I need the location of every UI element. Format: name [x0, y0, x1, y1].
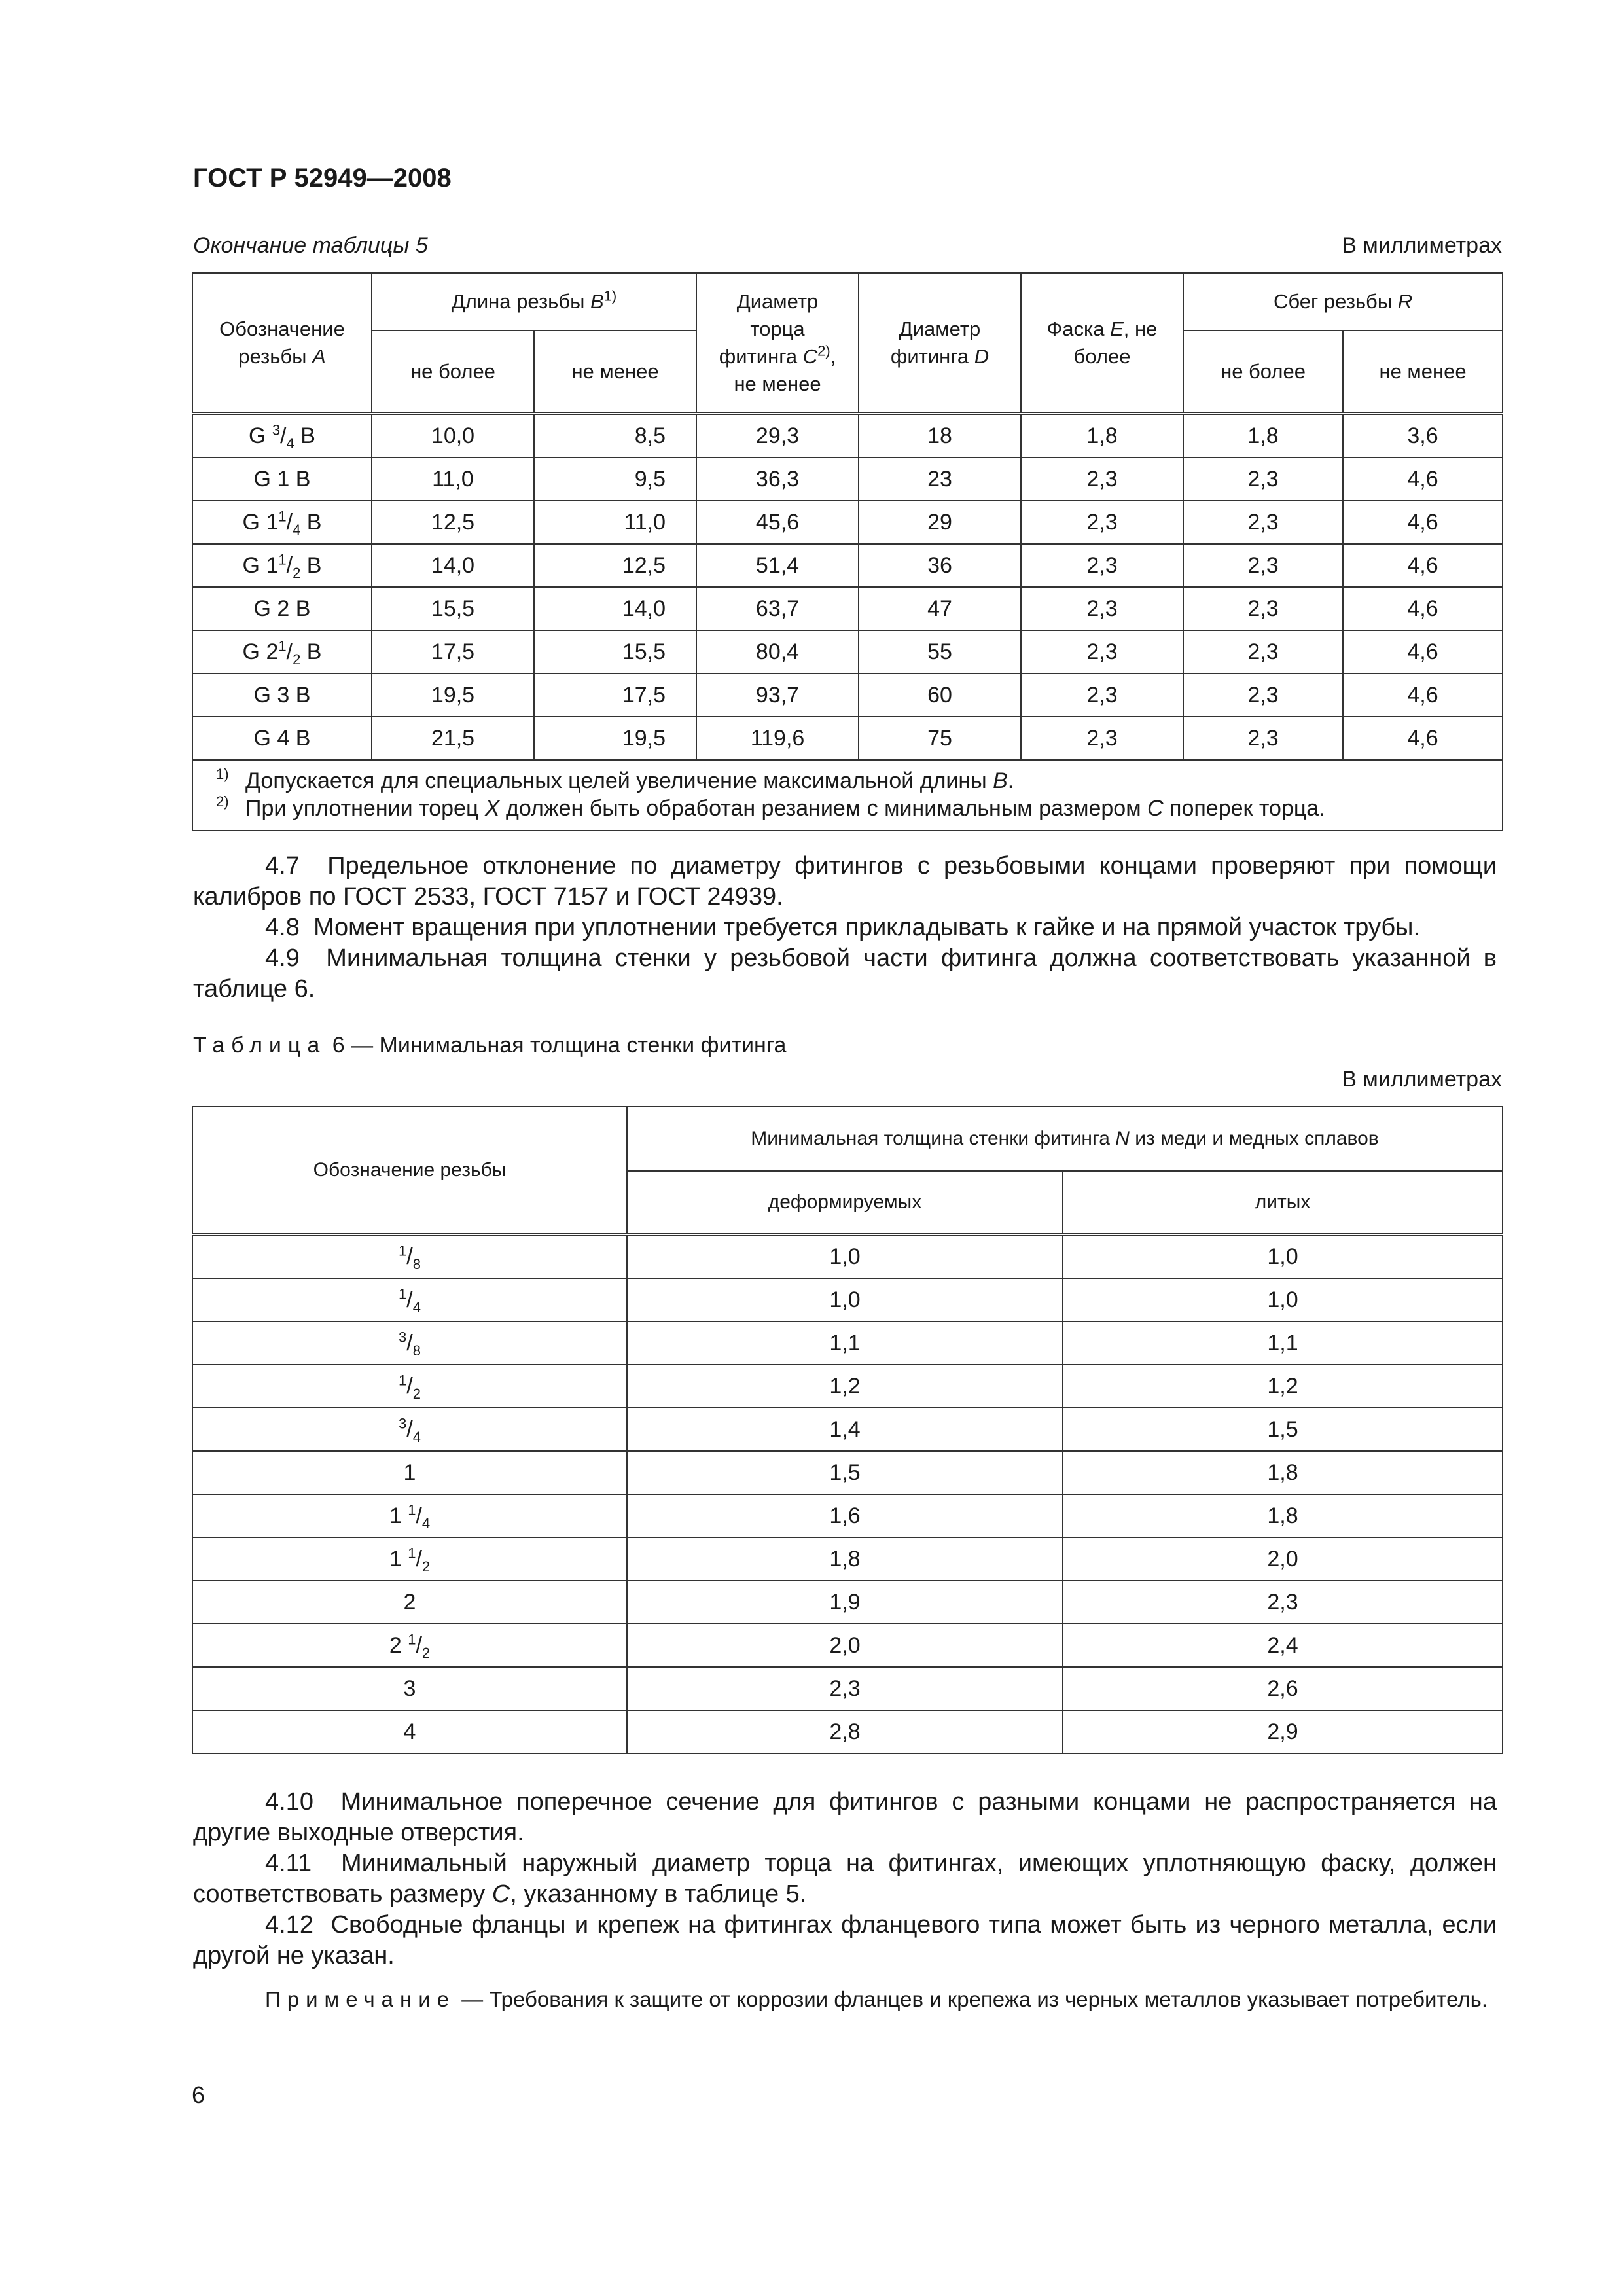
- table5-cell-b-max: 14,0: [372, 544, 534, 587]
- table6-cell-wrought: 1,6: [627, 1494, 1063, 1537]
- table6-cell-designation: 3: [192, 1667, 627, 1710]
- table6-cell-designation: $^1/_8$: [192, 1234, 627, 1278]
- paragraph-4-7: 4.7 Предельное отклонение по диаметру фитингов с резьбовыми концами проверяют при помощи калибров по ГОСТ 2533, ГОСТ 7157 и ГОСТ 24939.: [193, 852, 1497, 910]
- table6-cell-wrought: 1,8: [627, 1537, 1063, 1581]
- table6-header-designation: Обозначение резьбы: [192, 1107, 627, 1234]
- table5-cell-b-min: 15,5: [534, 630, 696, 673]
- paragraph-4-10: 4.10 Минимальное поперечное сечение для фитингов с разными концами не распространяется на другие выходные отверстия.: [193, 1788, 1497, 1846]
- table5-cell-r-min: 4,6: [1343, 457, 1503, 501]
- table6-cell-designation: $^1/_4$: [192, 1278, 627, 1321]
- table6-cell-cast: 1,8: [1063, 1494, 1503, 1537]
- table6-cell-designation: $^1/_2$: [192, 1365, 627, 1408]
- table5-header-fitting-diameter: Диаметр фитинга D: [859, 273, 1021, 414]
- table6-row: [192, 1624, 1503, 1667]
- table6-row: [192, 1278, 1503, 1321]
- table6-row: [192, 1451, 1503, 1494]
- table5-cell-r-max: 2,3: [1183, 673, 1343, 717]
- table5-cell-r-min: 4,6: [1343, 501, 1503, 544]
- table5-cell-c: 63,7: [696, 587, 859, 630]
- table5-caption: Окончание таблицы 5: [193, 233, 428, 258]
- table6-cell-wrought: 2,0: [627, 1624, 1063, 1667]
- table5-header-face-diameter: Диаметр торца фитинга $C^{2)}$, не менее: [696, 273, 859, 414]
- table5-cell-r-max: 2,3: [1183, 630, 1343, 673]
- page-number: 6: [192, 2081, 205, 2108]
- table5-header-r-min: не менее: [1343, 331, 1503, 414]
- table5-cell-d: 60: [859, 673, 1021, 717]
- table5-cell-c: 36,3: [696, 457, 859, 501]
- table6-cell-designation: 1 $^1/_4$: [192, 1494, 627, 1537]
- table5-cell-b-max: 10,0: [372, 414, 534, 457]
- table5-cell-r-max: 2,3: [1183, 501, 1343, 544]
- table5-cell-b-max: 21,5: [372, 717, 534, 760]
- table6-caption: Таблица 6 — Минимальная толщина стенки фитинга: [193, 1033, 787, 1058]
- table6-row: [192, 1710, 1503, 1753]
- table5-cell-e: 2,3: [1021, 587, 1183, 630]
- table6-header-cast: литых: [1063, 1171, 1503, 1234]
- table5-cell-b-max: 11,0: [372, 457, 534, 501]
- table6-body: [192, 1234, 1503, 1753]
- table6-cell-designation: $^3/_4$: [192, 1408, 627, 1451]
- table5-cell-r-min: 3,6: [1343, 414, 1503, 457]
- table5-cell-b-min: 12,5: [534, 544, 696, 587]
- table5-cell-designation: G 4 B: [192, 717, 372, 760]
- table5-header-runout: Сбег резьбы R: [1183, 273, 1503, 331]
- table5-footnotes: [192, 760, 1503, 831]
- table6-cell-cast: 1,0: [1063, 1278, 1503, 1321]
- table5-cell-r-max: 2,3: [1183, 717, 1343, 760]
- table5-cell-b-min: 17,5: [534, 673, 696, 717]
- paragraph-4-8: 4.8 Момент вращения при уплотнении требуется прикладывать к гайке и на прямой участок трубы.: [265, 914, 1421, 941]
- table5-cell-c: 45,6: [696, 501, 859, 544]
- table6-row: [192, 1365, 1503, 1408]
- document-header-title: ГОСТ Р 52949—2008: [193, 164, 452, 192]
- table5-cell-c: 51,4: [696, 544, 859, 587]
- table5-cell-c: 29,3: [696, 414, 859, 457]
- table5-body: [192, 414, 1503, 760]
- table6-cell-cast: 2,0: [1063, 1537, 1503, 1581]
- table5-cell-r-min: 4,6: [1343, 717, 1503, 760]
- table5-row: [192, 501, 1503, 544]
- table6-cell-wrought: 1,0: [627, 1278, 1063, 1321]
- table5-cell-d: 36: [859, 544, 1021, 587]
- table5-cell-c: 80,4: [696, 630, 859, 673]
- table5-cell-e: 2,3: [1021, 717, 1183, 760]
- table6-header-wrought: деформируемых: [627, 1171, 1063, 1234]
- table6-row: [192, 1537, 1503, 1581]
- table5-cell-r-max: 2,3: [1183, 544, 1343, 587]
- table6-cell-cast: 2,3: [1063, 1581, 1503, 1624]
- table6-row: [192, 1494, 1503, 1537]
- table5-cell-r-min: 4,6: [1343, 544, 1503, 587]
- table5-cell-d: 29: [859, 501, 1021, 544]
- table5-cell-designation: G 1 B: [192, 457, 372, 501]
- table5-row: [192, 587, 1503, 630]
- table6-cell-designation: 4: [192, 1710, 627, 1753]
- table5-cell-b-min: 9,5: [534, 457, 696, 501]
- table5-cell-c: 119,6: [696, 717, 859, 760]
- table5-cell-b-max: 17,5: [372, 630, 534, 673]
- table5-cell-r-min: 4,6: [1343, 673, 1503, 717]
- table5: [192, 272, 1503, 831]
- table5-cell-b-min: 11,0: [534, 501, 696, 544]
- paragraph-4-11: 4.11 Минимальный наружный диаметр торца на фитингах, имеющих уплотняющую фаску, должен соответствовать размеру C, указанному в таблице 5.: [193, 1850, 1497, 1908]
- table6-cell-wrought: 2,3: [627, 1667, 1063, 1710]
- table6-row: [192, 1408, 1503, 1451]
- table5-footnote-1: 1) Допускается для специальных целей увеличение максимальной длины B.: [216, 766, 1014, 793]
- table6-header-min-thickness: Минимальная толщина стенки фитинга N из меди и медных сплавов: [627, 1107, 1503, 1171]
- table5-cell-d: 18: [859, 414, 1021, 457]
- table6-cell-wrought: 1,2: [627, 1365, 1063, 1408]
- table5-row: [192, 457, 1503, 501]
- table5-cell-e: 2,3: [1021, 673, 1183, 717]
- table5-cell-designation: G 2 B: [192, 587, 372, 630]
- table6-cell-wrought: 1,0: [627, 1234, 1063, 1278]
- table6-row: [192, 1667, 1503, 1710]
- table5-header-thread-length: Длина резьбы $B^{1)}$: [372, 273, 696, 331]
- table6-cell-cast: 1,8: [1063, 1451, 1503, 1494]
- table6-cell-cast: 2,6: [1063, 1667, 1503, 1710]
- table6-cell-designation: $^3/_8$: [192, 1321, 627, 1365]
- table6-cell-cast: 2,4: [1063, 1624, 1503, 1667]
- table5-cell-r-max: 2,3: [1183, 457, 1343, 501]
- table5-header-designation: Обозначение резьбы A: [192, 273, 372, 414]
- table6-row: [192, 1581, 1503, 1624]
- table5-cell-d: 23: [859, 457, 1021, 501]
- table6-cell-wrought: 1,5: [627, 1451, 1063, 1494]
- table5-header-chamfer: Фаска E, не более: [1021, 273, 1183, 414]
- table5-header-r-max: не более: [1183, 331, 1343, 414]
- table6-cell-cast: 1,1: [1063, 1321, 1503, 1365]
- table5-cell-designation: G $2^1/_2$ B: [192, 630, 372, 673]
- table5-cell-c: 93,7: [696, 673, 859, 717]
- table5-header-b-min: не менее: [534, 331, 696, 414]
- table5-cell-b-min: 19,5: [534, 717, 696, 760]
- paragraph-4-12: 4.12 Свободные фланцы и крепеж на фитингах фланцевого типа может быть из черного металла, если другой не указан.: [193, 1911, 1497, 1969]
- table5-cell-b-min: 8,5: [534, 414, 696, 457]
- table5-row: [192, 414, 1503, 457]
- table5-cell-designation: G 3 B: [192, 673, 372, 717]
- table6: [192, 1106, 1503, 1754]
- table5-cell-e: 2,3: [1021, 457, 1183, 501]
- table5-cell-e: 1,8: [1021, 414, 1183, 457]
- table6-cell-cast: 1,0: [1063, 1234, 1503, 1278]
- table6-cell-wrought: 1,4: [627, 1408, 1063, 1451]
- table6-cell-cast: 2,9: [1063, 1710, 1503, 1753]
- table5-cell-e: 2,3: [1021, 630, 1183, 673]
- note: [193, 1985, 1497, 2014]
- table6-cell-cast: 1,2: [1063, 1365, 1503, 1408]
- table5-cell-e: 2,3: [1021, 544, 1183, 587]
- table5-cell-d: 55: [859, 630, 1021, 673]
- table6-cell-designation: 2 $^1/_2$: [192, 1624, 627, 1667]
- table5-row: [192, 717, 1503, 760]
- table5-cell-d: 47: [859, 587, 1021, 630]
- table6-cell-designation: 1: [192, 1451, 627, 1494]
- table5-cell-designation: G $1^1/_4$ B: [192, 501, 372, 544]
- table5-row: [192, 544, 1503, 587]
- table6-cell-wrought: 1,9: [627, 1581, 1063, 1624]
- table5-cell-r-min: 4,6: [1343, 587, 1503, 630]
- table5-header-b-max: не более: [372, 331, 534, 414]
- table5-cell-d: 75: [859, 717, 1021, 760]
- table5-units: В миллиметрах: [1342, 233, 1502, 258]
- table5-cell-b-max: 15,5: [372, 587, 534, 630]
- table5-cell-b-max: 19,5: [372, 673, 534, 717]
- table6-row: [192, 1234, 1503, 1278]
- table6-cell-cast: 1,5: [1063, 1408, 1503, 1451]
- table6-cell-wrought: 2,8: [627, 1710, 1063, 1753]
- table5-row: [192, 630, 1503, 673]
- table5-cell-r-max: 1,8: [1183, 414, 1343, 457]
- note-label: Примечание: [265, 1987, 456, 2011]
- paragraph-4-9: 4.9 Минимальная толщина стенки у резьбовой части фитинга должна соответствовать указанной в таблице 6.: [193, 944, 1497, 1003]
- table5-cell-b-max: 12,5: [372, 501, 534, 544]
- table6-row: [192, 1321, 1503, 1365]
- table5-cell-b-min: 14,0: [534, 587, 696, 630]
- table5-cell-e: 2,3: [1021, 501, 1183, 544]
- table5-cell-r-min: 4,6: [1343, 630, 1503, 673]
- table6-cell-designation: 1 $^1/_2$: [192, 1537, 627, 1581]
- table5-row: [192, 673, 1503, 717]
- table5-cell-designation: G $1^1/_2$ B: [192, 544, 372, 587]
- table5-cell-r-max: 2,3: [1183, 587, 1343, 630]
- table5-footnote-2: 2) При уплотнении торец X должен быть обработан резанием с минимальным размером C поперек торца.: [216, 793, 1325, 821]
- table6-units: В миллиметрах: [1342, 1067, 1502, 1092]
- note-text: — Требования к защите от коррозии фланцев и крепежа из черных металлов указывает потребитель.: [455, 1987, 1488, 2011]
- table5-cell-designation: G $^3/_4$ B: [192, 414, 372, 457]
- table6-cell-wrought: 1,1: [627, 1321, 1063, 1365]
- table6-cell-designation: 2: [192, 1581, 627, 1624]
